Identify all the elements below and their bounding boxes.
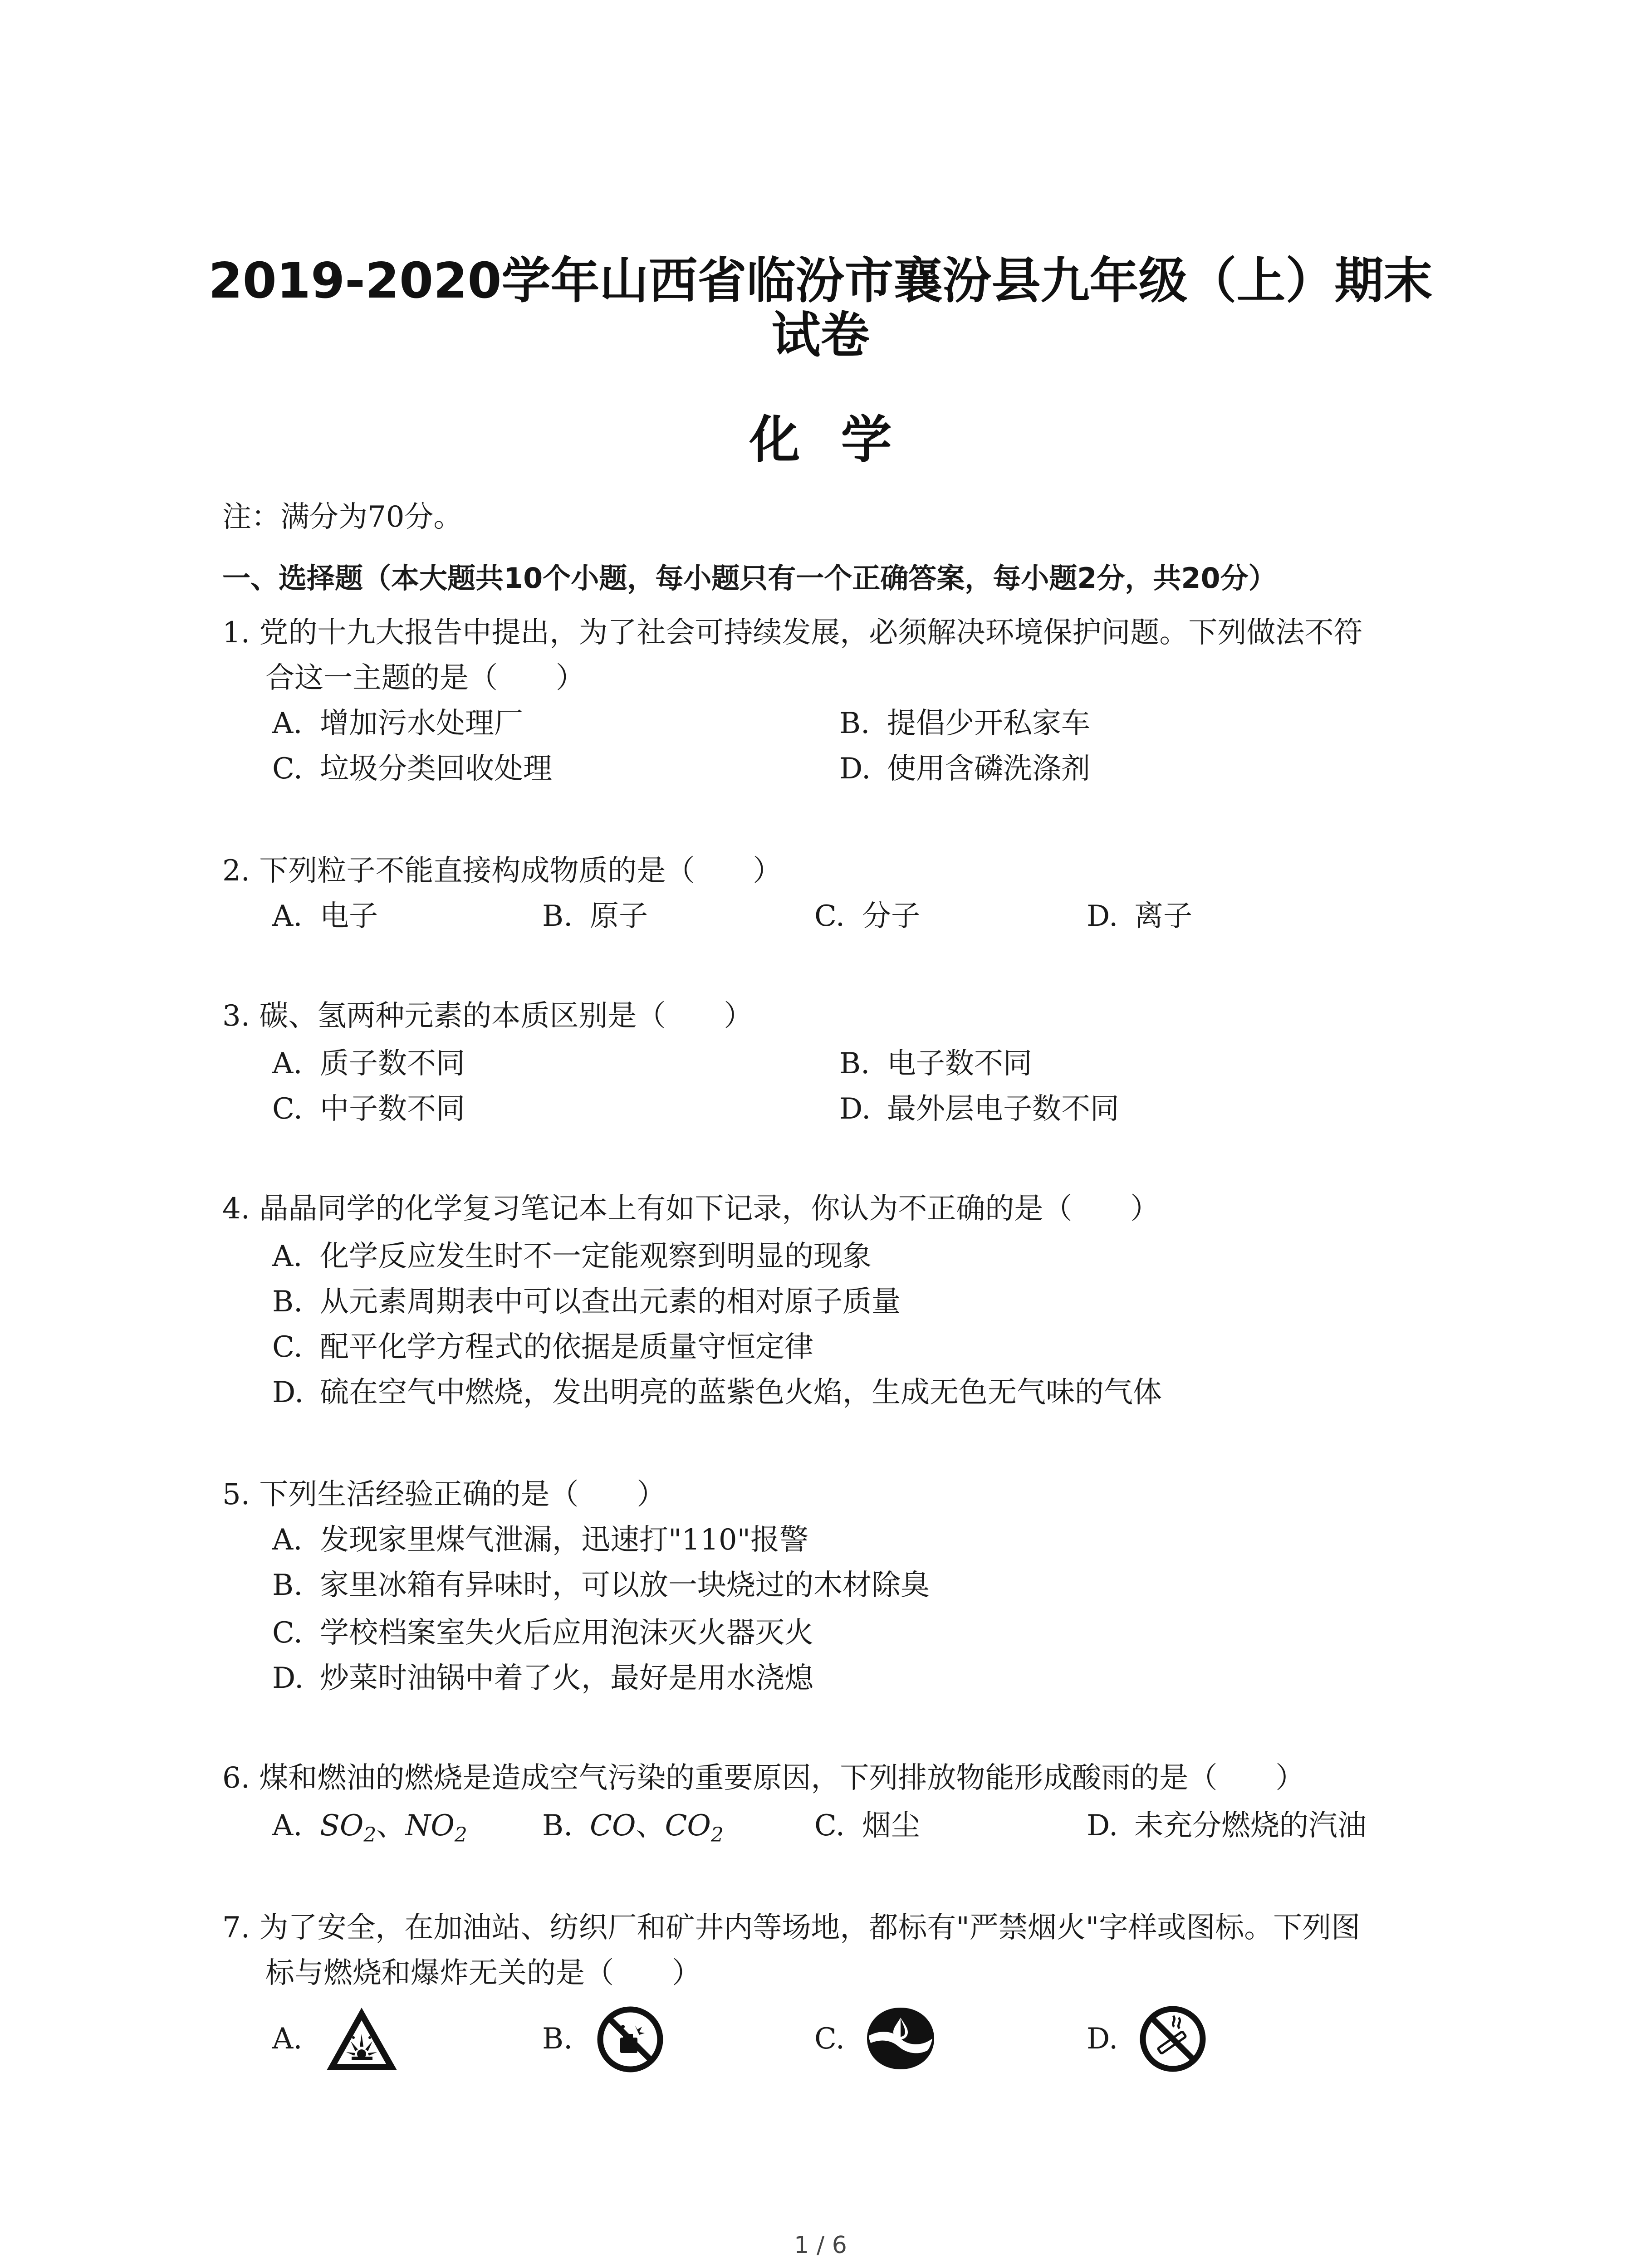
option-text: 增加污水处理厂 bbox=[320, 707, 523, 740]
option-text: 最外层电子数不同 bbox=[887, 1092, 1119, 1126]
question-5-stem: 5. 下列生活经验正确的是（ ） bbox=[222, 1478, 666, 1511]
score-note: 注：满分为70分。 bbox=[222, 500, 463, 534]
page-number: 1 / 6 bbox=[794, 2232, 847, 2259]
option-text: 质子数不同 bbox=[320, 1047, 465, 1080]
option-text: 电子 bbox=[320, 899, 378, 933]
q3-option-c bbox=[272, 1091, 465, 1127]
section-heading: 一、选择题（本大题共10个小题，每小题只有一个正确答案，每小题2分，共20分） bbox=[222, 562, 1277, 595]
formula-separator: 、 bbox=[376, 1809, 406, 1843]
option-text: 电子数不同 bbox=[887, 1047, 1032, 1080]
q1-option-d bbox=[839, 751, 1090, 787]
option-text: 原子 bbox=[590, 899, 648, 933]
exam-title-line1: 2019-2020学年山西省临汾市襄汾县九年级（上）期末 bbox=[208, 253, 1433, 309]
option-letter: A. bbox=[272, 1523, 303, 1557]
option-letter: B. bbox=[839, 1047, 870, 1080]
q6-option-a bbox=[272, 1808, 467, 1853]
option-letter: B. bbox=[542, 1809, 573, 1843]
option-letter: C. bbox=[272, 1616, 303, 1650]
q2-option-a bbox=[272, 898, 378, 934]
q4-option-b bbox=[272, 1284, 901, 1320]
question-7-stem: 7. 为了安全，在加油站、纺织厂和矿井内等场地，都标有"严禁烟火"字样或图标。下列图 bbox=[222, 1911, 1361, 1945]
option-letter: C. bbox=[272, 1330, 303, 1364]
option-letter: D. bbox=[1087, 899, 1118, 933]
question-7-stem-cont: 标与燃烧和爆炸无关的是（ ） bbox=[265, 1956, 701, 1990]
option-letter: A. bbox=[272, 1809, 303, 1843]
formula-separator: 、 bbox=[636, 1809, 665, 1843]
question-3-stem: 3. 碳、氢两种元素的本质区别是（ ） bbox=[222, 999, 753, 1033]
formula-co2: $CO_2$ bbox=[665, 1809, 724, 1847]
option-letter: D. bbox=[272, 1376, 304, 1409]
q5-option-d bbox=[272, 1660, 813, 1696]
option-text: 使用含磷洗涤剂 bbox=[887, 752, 1090, 786]
option-letter: C. bbox=[814, 1809, 845, 1843]
option-text: 硫在空气中燃烧，发出明亮的蓝紫色火焰，生成无色无气味的气体 bbox=[320, 1376, 1162, 1409]
option-letter: A. bbox=[272, 1240, 303, 1273]
option-text: 未充分燃烧的汽油 bbox=[1134, 1809, 1367, 1843]
option-text: 烟尘 bbox=[862, 1809, 920, 1843]
option-letter: C. bbox=[272, 752, 303, 786]
option-text: 中子数不同 bbox=[320, 1092, 465, 1126]
q4-option-c bbox=[272, 1329, 813, 1365]
option-text: 离子 bbox=[1134, 899, 1192, 933]
option-text: 分子 bbox=[862, 899, 920, 933]
q1-option-b bbox=[839, 705, 1090, 742]
q6-option-d bbox=[1087, 1808, 1367, 1844]
question-1-stem-cont: 合这一主题的是（ ） bbox=[265, 661, 585, 695]
option-text: 学校档案室失火后应用泡沫灭火器灭火 bbox=[320, 1616, 813, 1650]
option-letter: D. bbox=[272, 1662, 304, 1695]
option-letter: D. bbox=[839, 1092, 871, 1126]
q3-option-b bbox=[839, 1046, 1032, 1082]
exam-title-line2: 试卷 bbox=[771, 307, 870, 364]
option-letter: A. bbox=[272, 899, 303, 933]
option-text: 配平化学方程式的依据是质量守恒定律 bbox=[320, 1330, 813, 1364]
question-1-stem: 1. 党的十九大报告中提出，为了社会可持续发展，必须解决环境保护问题。下列做法不符 bbox=[222, 616, 1363, 650]
q4-option-d bbox=[272, 1374, 1162, 1411]
option-letter: B. bbox=[272, 1569, 303, 1602]
q3-option-d bbox=[839, 1091, 1119, 1127]
q7-option-d-letter: D. bbox=[1087, 2022, 1118, 2056]
option-text: 提倡少开私家车 bbox=[887, 707, 1090, 740]
question-6-stem: 6. 煤和燃油的燃烧是造成空气污染的重要原因，下列排放物能形成酸雨的是（ ） bbox=[222, 1761, 1305, 1795]
option-letter: A. bbox=[272, 707, 303, 740]
option-text: 垃圾分类回收处理 bbox=[320, 752, 552, 786]
option-letter: A. bbox=[272, 1047, 303, 1080]
option-text: 家里冰箱有异味时，可以放一块烧过的木材除臭 bbox=[320, 1569, 930, 1602]
q1-option-a bbox=[272, 705, 523, 742]
q6-option-c bbox=[814, 1808, 920, 1844]
option-text: 化学反应发生时不一定能观察到明显的现象 bbox=[320, 1240, 872, 1273]
formula-so2: $SO_2$ bbox=[320, 1809, 377, 1847]
q5-option-c bbox=[272, 1615, 813, 1651]
q2-option-d bbox=[1087, 898, 1192, 934]
no-fireworks-icon bbox=[597, 2006, 664, 2073]
q2-option-c bbox=[814, 898, 920, 934]
q4-option-a bbox=[272, 1238, 872, 1275]
option-letter: B. bbox=[839, 707, 870, 740]
q1-option-c bbox=[272, 751, 552, 787]
option-text: 炒菜时油锅中着了火，最好是用水浇熄 bbox=[320, 1662, 813, 1695]
q6-option-b bbox=[542, 1808, 724, 1853]
water-saving-icon bbox=[864, 2004, 937, 2072]
subject-heading: 化学 bbox=[749, 411, 933, 469]
option-letter: B. bbox=[542, 899, 573, 933]
q5-option-b bbox=[272, 1567, 930, 1603]
explosive-warning-icon bbox=[324, 2005, 399, 2073]
q7-option-b-letter: B. bbox=[542, 2022, 573, 2056]
q7-option-c-letter: C. bbox=[814, 2022, 845, 2056]
question-2-stem: 2. 下列粒子不能直接构成物质的是（ ） bbox=[222, 854, 782, 888]
formula-no2: $NO_2$ bbox=[405, 1809, 467, 1847]
formula-co: CO bbox=[590, 1809, 636, 1843]
option-letter: D. bbox=[839, 752, 871, 786]
q7-option-a-letter: A. bbox=[272, 2022, 303, 2056]
option-letter: B. bbox=[272, 1285, 303, 1319]
q5-option-a bbox=[272, 1522, 808, 1558]
option-letter: C. bbox=[814, 899, 845, 933]
option-letter: C. bbox=[272, 1092, 303, 1126]
q2-option-b bbox=[542, 898, 648, 934]
option-text: 发现家里煤气泄漏，迅速打"110"报警 bbox=[320, 1523, 809, 1557]
q3-option-a bbox=[272, 1046, 465, 1082]
no-smoking-icon bbox=[1139, 2005, 1207, 2073]
question-4-stem: 4. 晶晶同学的化学复习笔记本上有如下记录，你认为不正确的是（ ） bbox=[222, 1192, 1160, 1226]
option-letter: D. bbox=[1087, 1809, 1118, 1843]
option-text: 从元素周期表中可以查出元素的相对原子质量 bbox=[320, 1285, 901, 1319]
